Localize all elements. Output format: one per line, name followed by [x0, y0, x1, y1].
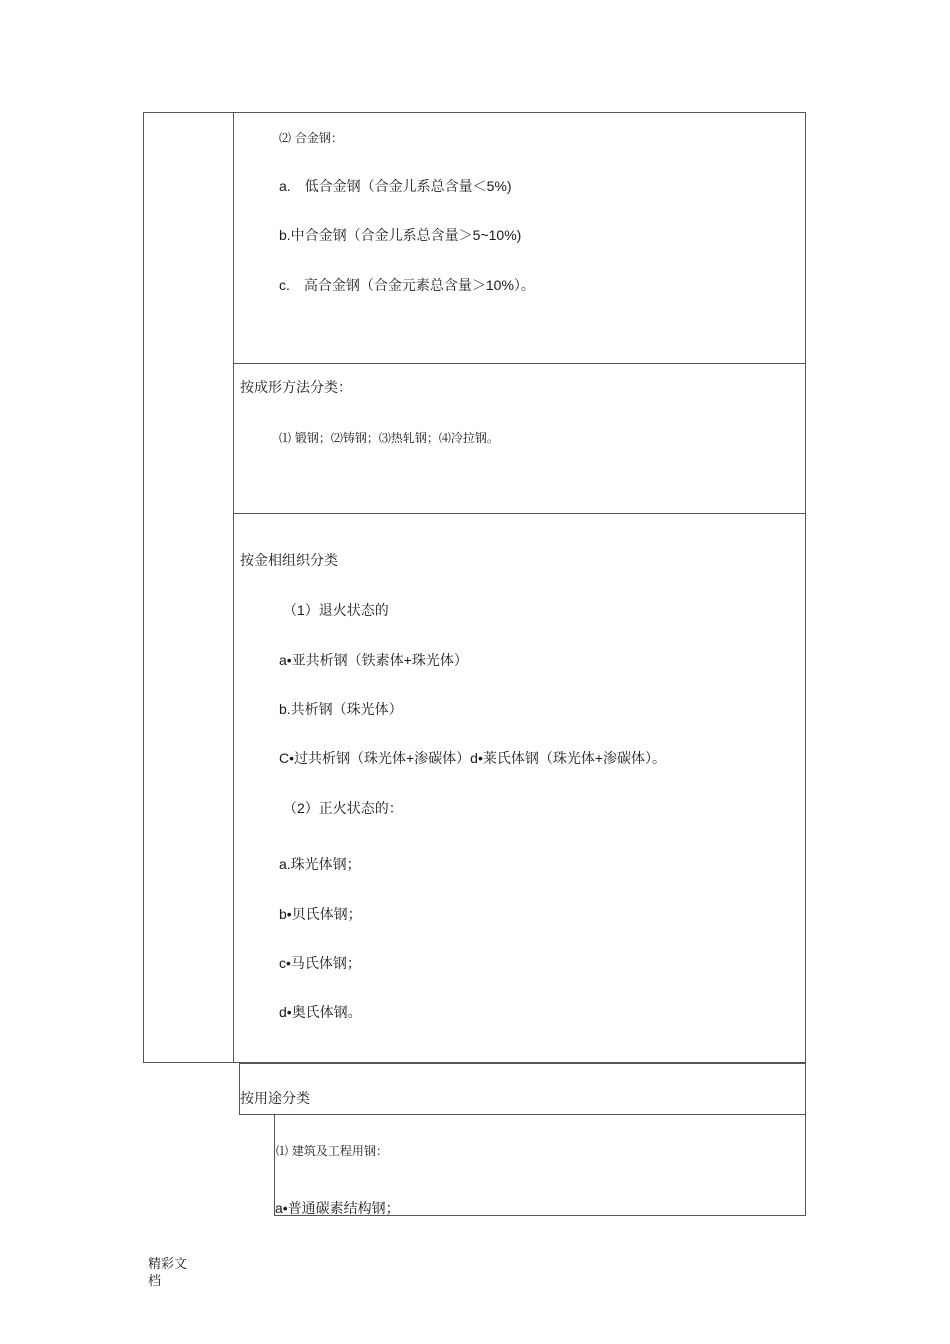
- forming-method-line: ⑴ 锻钢；⑵铸钢；⑶热轧钢；⑷冷拉钢。: [279, 431, 499, 445]
- annealed-item-eutectoid: b.共析钢（珠光体）: [279, 701, 403, 717]
- usage-heading-box: [239, 1063, 806, 1115]
- table-outer-frame: [143, 112, 806, 1063]
- alloy-item-medium: b.中合金钢（合金儿系总含量＞5~10%): [279, 227, 522, 243]
- footer-note: [148, 1256, 187, 1290]
- normalized-item-bainite: b•贝氏体钢；: [279, 906, 362, 922]
- footer-line-1: 精彩文: [148, 1257, 188, 1272]
- alloy-steel-heading: ⑵ 合金钢：: [279, 131, 343, 145]
- row-divider-2: [233, 513, 806, 514]
- annealed-state-heading: （1）退火状态的: [283, 602, 389, 618]
- alloy-item-high: c. 高合金钢（合金元素总含量＞10%）。: [279, 277, 535, 293]
- forming-method-heading: 按成形方法分类：: [240, 380, 352, 396]
- table-column-divider: [233, 112, 234, 1063]
- construction-steel-heading: ⑴ 建筑及工程用钢：: [276, 1144, 388, 1158]
- normalized-state-heading: （2）正火状态的：: [283, 800, 403, 816]
- alloy-item-low: a. 低合金钢（合金儿系总含量＜5%): [279, 178, 512, 194]
- metallographic-heading: 按金相组织分类: [240, 553, 338, 569]
- row-divider-1: [233, 363, 806, 364]
- footer-line-2: 档: [148, 1274, 162, 1289]
- normalized-item-austenite: d•奥氏体钢。: [279, 1004, 362, 1020]
- annealed-item-hypereutectoid: C•过共析钢（珠光体+渗碳体）d•莱氏体钢（珠光体+渗碳体）。: [279, 750, 667, 766]
- normalized-item-martensite: c•马氏体钢；: [279, 955, 361, 971]
- annealed-item-hypoeutectoid: a•亚共析钢（铁素体+珠光体）: [279, 652, 468, 668]
- normalized-item-pearlite: a.珠光体钢；: [279, 856, 361, 872]
- usage-heading: 按用途分类: [240, 1091, 310, 1107]
- carbon-structural-steel-item: a•普通碳素结构钢；: [275, 1200, 400, 1216]
